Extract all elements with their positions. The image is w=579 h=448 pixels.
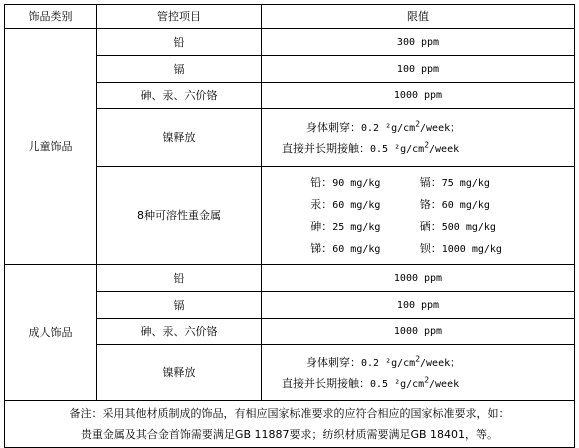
note-line: 备注：采用其他材质制成的饰品，有相应国家标准要求的应符合相应的国家标准要求，如：: [69, 407, 510, 420]
heavy-row: 砷：25 mg/kg 硒：500 mg/kg: [310, 219, 496, 233]
nickel-line-pierce: 身体刺穿：0.2 $^2g/cm^2$/week；: [306, 118, 461, 134]
heavy-row: 锑：60 mg/kg 钡：1000 mg/kg: [310, 241, 502, 255]
limit-cell: 1000 ppm: [262, 265, 575, 292]
nickel-line-contact: 直接并长期接触：0.5 $^2g/cm^2$/week: [282, 374, 460, 390]
nickel-line-pierce: 身体刺穿：0.2 $^2g/cm^2$/week；: [306, 353, 461, 369]
heavy-row: 铅：90 mg/kg 镉：75 mg/kg: [310, 175, 490, 189]
item-cell: 铅: [97, 29, 262, 56]
note-line: 贵重金属及其合金首饰需要满足GB 11887要求；纺织材质需要满足GB 18401，等。: [80, 428, 499, 441]
item-cell: 镍释放: [97, 109, 262, 167]
header-limit: 限值: [262, 5, 575, 29]
limit-cell: 1000 ppm: [262, 319, 575, 345]
item-cell: 镉: [97, 56, 262, 83]
header-row: [5, 5, 575, 29]
item-cell: 铅: [97, 265, 262, 292]
nickel-limit-cell: [262, 109, 575, 167]
limit-cell: 1000 ppm: [262, 83, 575, 109]
note-row: [5, 401, 575, 448]
table-row: [5, 29, 575, 56]
item-cell: 镍释放: [97, 345, 262, 401]
note-cell: [5, 401, 575, 448]
limit-cell: 100 ppm: [262, 56, 575, 83]
item-cell: 砷、汞、六价铬: [97, 319, 262, 345]
item-cell: 8种可溶性重金属: [97, 167, 262, 265]
nickel-limit-cell: [262, 345, 575, 401]
item-cell: 砷、汞、六价铬: [97, 83, 262, 109]
nickel-line-contact: 直接并长期接触：0.5 $^2g/cm^2$/week: [282, 139, 460, 155]
heavy-metals-cell: [262, 167, 575, 265]
table-row: [5, 265, 575, 292]
limit-cell: 100 ppm: [262, 292, 575, 319]
jewelry-limits-table: [4, 4, 575, 448]
category-children: 儿童饰品: [5, 29, 97, 265]
category-adults: 成人饰品: [5, 265, 97, 401]
limit-cell: 300 ppm: [262, 29, 575, 56]
item-cell: 镉: [97, 292, 262, 319]
header-category: 饰品类别: [5, 5, 97, 29]
header-item: 管控项目: [97, 5, 262, 29]
heavy-row: 汞：60 mg/kg 铬：60 mg/kg: [310, 197, 490, 211]
